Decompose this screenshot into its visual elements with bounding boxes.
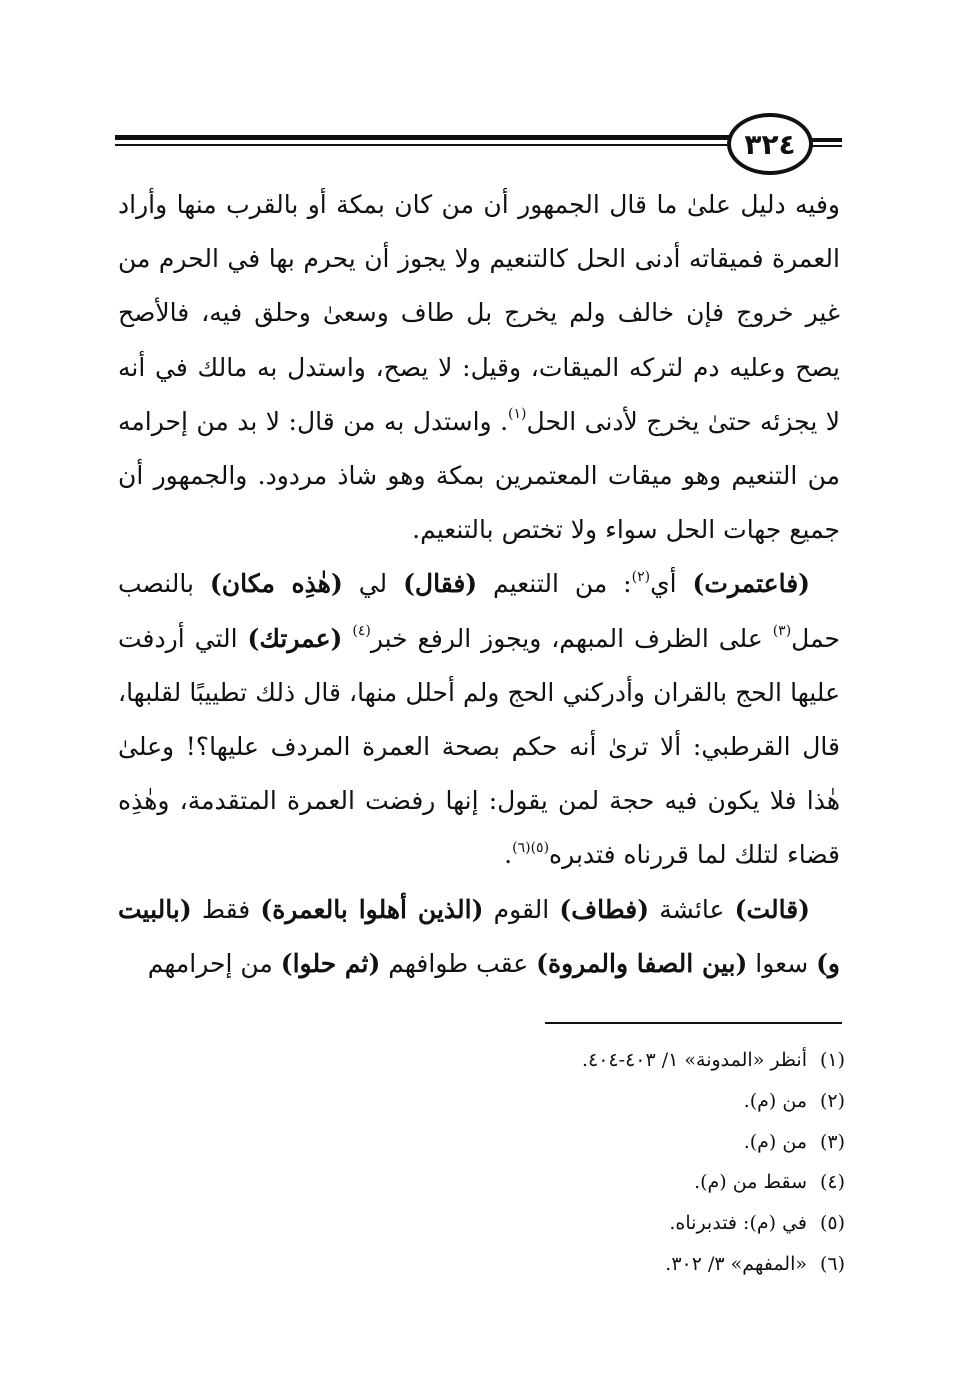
text-run: . واستدل به من قال: لا بد من إحرامه من التنعيم وهو ميقات المعتمرين بمكة وهو شاذ مردود. والجمهور أن جميع جهات الحل سواء ولا تختص بالتنعيم. bbox=[118, 406, 840, 545]
text-run: عقب طوافهم bbox=[380, 948, 537, 978]
text-run: سعوا bbox=[747, 948, 817, 978]
main-text bbox=[118, 178, 840, 991]
footnotes bbox=[300, 1040, 845, 1285]
footnote-5 bbox=[300, 1203, 845, 1244]
quote-bold: (قالت) bbox=[734, 894, 811, 924]
text-run: على الظرف المبهم، ويجوز الرفع خبر bbox=[370, 623, 773, 653]
footnote-divider bbox=[545, 1022, 842, 1024]
footnote-text: من (م). bbox=[743, 1089, 807, 1112]
text-run: أي bbox=[650, 569, 693, 599]
footnote-number: (١) bbox=[819, 1049, 845, 1071]
text-run: القوم bbox=[483, 894, 560, 924]
text-run: وفيه دليل علىٰ ما قال الجمهور أن من كان بمكة أو بالقرب منها وأراد العمرة فميقاته أدنى الحل كالتنعيم ولا يجوز أن يحرم بها في الحرم من غير خروج فإن خالف ولم يخرج بل طاف وسعىٰ وحلق فيه، فالأصح يصح وعليه دم لتركه الميقات، وقيل: لا يصح، واستدل به مالك في أنه لا يجزئه حتىٰ يخرج لأدنى الحل bbox=[118, 190, 840, 436]
quote-bold: (هٰذِه مكان) bbox=[209, 569, 343, 599]
footnote-text: في (م): فتدبرناه. bbox=[669, 1212, 807, 1235]
footnote-text: سقط من (م). bbox=[694, 1171, 807, 1194]
quote-bold: (بالبيت bbox=[118, 894, 192, 924]
footnote-number: (٣) bbox=[819, 1130, 845, 1153]
footnote-ref[interactable]: (١) bbox=[508, 406, 527, 423]
text-run: من إحرامهم bbox=[147, 948, 281, 978]
quote-bold: (ثم حلوا) bbox=[280, 948, 381, 978]
footnote-text: من (م). bbox=[743, 1130, 807, 1153]
footnote-number: (٢) bbox=[819, 1089, 845, 1112]
text-run bbox=[342, 624, 352, 653]
footnote-6 bbox=[300, 1244, 845, 1285]
footnote-ref[interactable]: (٣) bbox=[772, 623, 792, 640]
footnote-2 bbox=[300, 1081, 845, 1122]
footnote-4 bbox=[300, 1162, 845, 1203]
text-run: لي bbox=[342, 569, 404, 599]
text-run: بالنصب حمل bbox=[118, 569, 841, 653]
paragraph-1 bbox=[118, 178, 840, 557]
footnote-number: (٦) bbox=[819, 1252, 845, 1275]
quote-bold: (فقال) bbox=[403, 569, 478, 599]
quote-bold: (فاعتمرت) bbox=[692, 569, 810, 599]
footnote-number: (٥) bbox=[819, 1212, 845, 1235]
footnote-3 bbox=[300, 1122, 845, 1163]
footnote-number: (٤) bbox=[819, 1171, 845, 1194]
header-rule-tail bbox=[812, 136, 842, 150]
text-run: : من التنعيم bbox=[477, 569, 632, 599]
header-rule bbox=[115, 135, 730, 151]
footnote-text: «المفهم» ٣/ ٣٠٢. bbox=[665, 1252, 807, 1275]
footnote-text: أنظر «المدونة» ١/ ٤٠٣-٤٠٤. bbox=[581, 1049, 807, 1071]
quote-bold: (عمرتك) bbox=[247, 623, 343, 653]
page-number: ٣٢٤ bbox=[727, 113, 813, 175]
quote-bold: (بين الصفا والمروة) bbox=[536, 948, 748, 978]
text-run: عائشة bbox=[649, 894, 735, 924]
paragraph-3 bbox=[118, 883, 840, 991]
footnote-ref[interactable]: (٢) bbox=[631, 569, 651, 586]
footnote-1 bbox=[300, 1040, 845, 1081]
footnote-ref[interactable]: (٥)(٦) bbox=[512, 840, 550, 857]
text-run: التي أردفت عليها الحج بالقران وأدركني الحج ولم أحلل منها، قال ذلك تطييبًا لقلبها، قال القرطبي: ألا ترىٰ أنه حكم بصحة العمرة المردف عليها؟! وعلىٰ هٰذا فلا يكون فيه حجة لمن يقول: إنها رفضت العمرة المتقدمة، وهٰذِه قضاء لتلك لما قررناه فتدبره bbox=[118, 623, 840, 870]
quote-bold: (الذين أهلوا بالعمرة) bbox=[260, 894, 484, 924]
quote-bold: و) bbox=[816, 948, 840, 978]
footnote-ref[interactable]: (٤) bbox=[352, 623, 371, 640]
paragraph-2 bbox=[118, 557, 840, 882]
text-run: . bbox=[504, 840, 513, 870]
quote-bold: (فطاف) bbox=[559, 894, 650, 924]
text-run: فقط bbox=[191, 894, 261, 924]
